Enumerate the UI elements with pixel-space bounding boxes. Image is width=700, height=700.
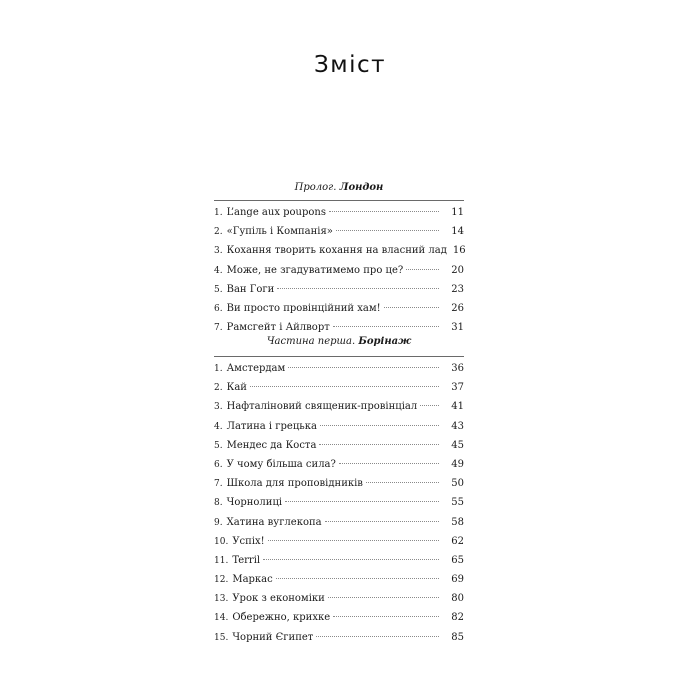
toc-entry[interactable] bbox=[214, 241, 464, 260]
entry-page-number: 65 bbox=[451, 554, 464, 566]
toc-entry[interactable] bbox=[214, 628, 464, 647]
entry-number: 5. bbox=[214, 440, 223, 451]
entry-number: 9. bbox=[214, 517, 223, 528]
entry-number: 15. bbox=[214, 632, 229, 643]
dot-leader bbox=[325, 521, 439, 522]
dot-leader bbox=[420, 405, 439, 406]
entry-title: У чому більша сила? bbox=[226, 458, 336, 470]
dot-leader bbox=[277, 288, 439, 289]
entry-number: 10. bbox=[214, 536, 229, 547]
toc-entry[interactable] bbox=[214, 493, 464, 512]
entry-page-number: 26 bbox=[451, 302, 464, 314]
entry-title: Маркас bbox=[232, 574, 273, 586]
entry-title: Нафталіновий священик-провінціал bbox=[226, 401, 418, 413]
toc-entry[interactable] bbox=[214, 474, 464, 493]
toc-entry[interactable] bbox=[214, 203, 464, 222]
entry-page-number: 43 bbox=[451, 420, 464, 432]
entry-page-number: 82 bbox=[451, 612, 464, 624]
dot-leader bbox=[406, 269, 439, 270]
toc-entry[interactable] bbox=[214, 397, 464, 416]
entry-page-number: 20 bbox=[451, 264, 464, 276]
toc-entry[interactable] bbox=[214, 299, 464, 318]
toc-entry[interactable] bbox=[214, 436, 464, 455]
dot-leader bbox=[339, 463, 439, 464]
dot-leader bbox=[316, 636, 439, 637]
entry-title: Хатина вуглекопа bbox=[226, 516, 322, 528]
entry-number: 14. bbox=[214, 613, 229, 624]
section-heading-prefix: Пролог. bbox=[294, 182, 337, 193]
dot-leader bbox=[329, 211, 439, 212]
entry-number: 5. bbox=[214, 284, 223, 295]
entry-title: Мендес да Коста bbox=[226, 439, 317, 451]
entry-page-number: 14 bbox=[451, 226, 464, 238]
dot-leader bbox=[333, 616, 439, 617]
toc-entry[interactable] bbox=[214, 551, 464, 570]
toc-entry[interactable] bbox=[214, 261, 464, 280]
entry-page-number: 23 bbox=[451, 283, 464, 295]
entry-page-number: 49 bbox=[451, 458, 464, 470]
dot-leader bbox=[263, 559, 439, 560]
section-divider bbox=[214, 356, 464, 357]
entry-number: 2. bbox=[214, 383, 223, 394]
entry-number: 11. bbox=[214, 555, 229, 566]
entry-title: Ви просто провінційний хам! bbox=[226, 302, 381, 314]
entry-title: «Гупіль і Компанія» bbox=[226, 226, 333, 238]
entry-number: 3. bbox=[214, 402, 223, 413]
entry-title: Амстердам bbox=[226, 363, 286, 374]
entry-number: 7. bbox=[214, 323, 223, 334]
toc-entry[interactable] bbox=[214, 608, 464, 627]
section-divider bbox=[214, 200, 464, 201]
entry-page-number: 80 bbox=[451, 593, 464, 605]
dot-leader bbox=[384, 307, 439, 308]
toc-entry[interactable] bbox=[214, 359, 464, 378]
entry-title: Школа для проповідників bbox=[226, 478, 363, 490]
dot-leader bbox=[328, 597, 439, 598]
entry-title: Кай bbox=[226, 382, 247, 394]
entry-title: Кохання творить кохання на власний лад bbox=[226, 245, 447, 257]
entry-title: Успіх! bbox=[232, 535, 265, 547]
entry-page-number: 31 bbox=[451, 322, 464, 334]
entry-number: 2. bbox=[214, 227, 223, 238]
entry-title: Урок з економіки bbox=[232, 593, 325, 605]
entry-number: 6. bbox=[214, 303, 223, 314]
dot-leader bbox=[288, 367, 439, 368]
entry-title: Рамсгейт і Айлворт bbox=[226, 322, 330, 334]
entry-number: 6. bbox=[214, 459, 223, 470]
section-heading-prefix: Частина перша. bbox=[266, 336, 356, 347]
page-title: Зміст bbox=[313, 52, 387, 78]
entry-number: 4. bbox=[214, 421, 223, 432]
dot-leader bbox=[333, 326, 439, 327]
section-heading-name: Лондон bbox=[339, 182, 384, 193]
toc-entry[interactable] bbox=[214, 455, 464, 474]
entry-page-number: 11 bbox=[451, 207, 464, 218]
dot-leader bbox=[336, 230, 439, 231]
entry-page-number: 50 bbox=[451, 478, 464, 490]
dot-leader bbox=[320, 425, 439, 426]
toc-entry[interactable] bbox=[214, 280, 464, 299]
toc-entry[interactable] bbox=[214, 589, 464, 608]
entry-title: Ван Гоги bbox=[226, 283, 275, 295]
dot-leader bbox=[319, 444, 439, 445]
entry-number: 4. bbox=[214, 265, 223, 276]
entry-page-number: 55 bbox=[451, 497, 464, 509]
entry-number: 3. bbox=[214, 246, 223, 257]
entry-number: 7. bbox=[214, 479, 223, 490]
entry-title: L’ange aux poupons bbox=[226, 207, 326, 218]
dot-leader bbox=[276, 578, 439, 579]
toc-entry[interactable] bbox=[214, 222, 464, 241]
entry-number: 13. bbox=[214, 594, 229, 605]
dot-leader bbox=[285, 501, 439, 502]
section-heading bbox=[214, 180, 464, 196]
entry-page-number: 85 bbox=[451, 631, 464, 643]
entry-page-number: 62 bbox=[451, 535, 464, 547]
entry-page-number: 45 bbox=[451, 439, 464, 451]
entry-page-number: 58 bbox=[451, 516, 464, 528]
toc-section-part-one bbox=[214, 334, 464, 647]
dot-leader bbox=[366, 482, 439, 483]
entry-page-number: 37 bbox=[451, 382, 464, 394]
section-heading-name: Борінаж bbox=[358, 336, 412, 347]
toc-entry[interactable] bbox=[214, 513, 464, 532]
dot-leader bbox=[268, 540, 439, 541]
entry-title: Чорнолиці bbox=[226, 497, 283, 509]
entry-title: Чорний Єгипет bbox=[232, 631, 314, 643]
section-heading bbox=[214, 334, 464, 350]
entry-number: 12. bbox=[214, 575, 229, 586]
entry-title: Terril bbox=[232, 554, 261, 566]
toc-entry[interactable] bbox=[214, 532, 464, 551]
entry-title: Обережно, крихке bbox=[232, 612, 331, 624]
entry-number: 8. bbox=[214, 498, 223, 509]
toc-section-prologue bbox=[214, 180, 464, 337]
toc-entry[interactable] bbox=[214, 378, 464, 397]
entry-number: 1. bbox=[214, 364, 223, 374]
entry-title: Може, не згадуватимемо про це? bbox=[226, 264, 404, 276]
entry-title: Латина і грецька bbox=[226, 420, 317, 432]
entry-page-number: 69 bbox=[451, 574, 464, 586]
entry-number: 1. bbox=[214, 208, 223, 218]
toc-entry[interactable] bbox=[214, 570, 464, 589]
entry-page-number: 16 bbox=[452, 245, 466, 257]
entry-page-number: 41 bbox=[451, 401, 464, 413]
entry-page-number: 36 bbox=[451, 363, 464, 374]
dot-leader bbox=[250, 386, 439, 387]
toc-entry[interactable] bbox=[214, 417, 464, 436]
